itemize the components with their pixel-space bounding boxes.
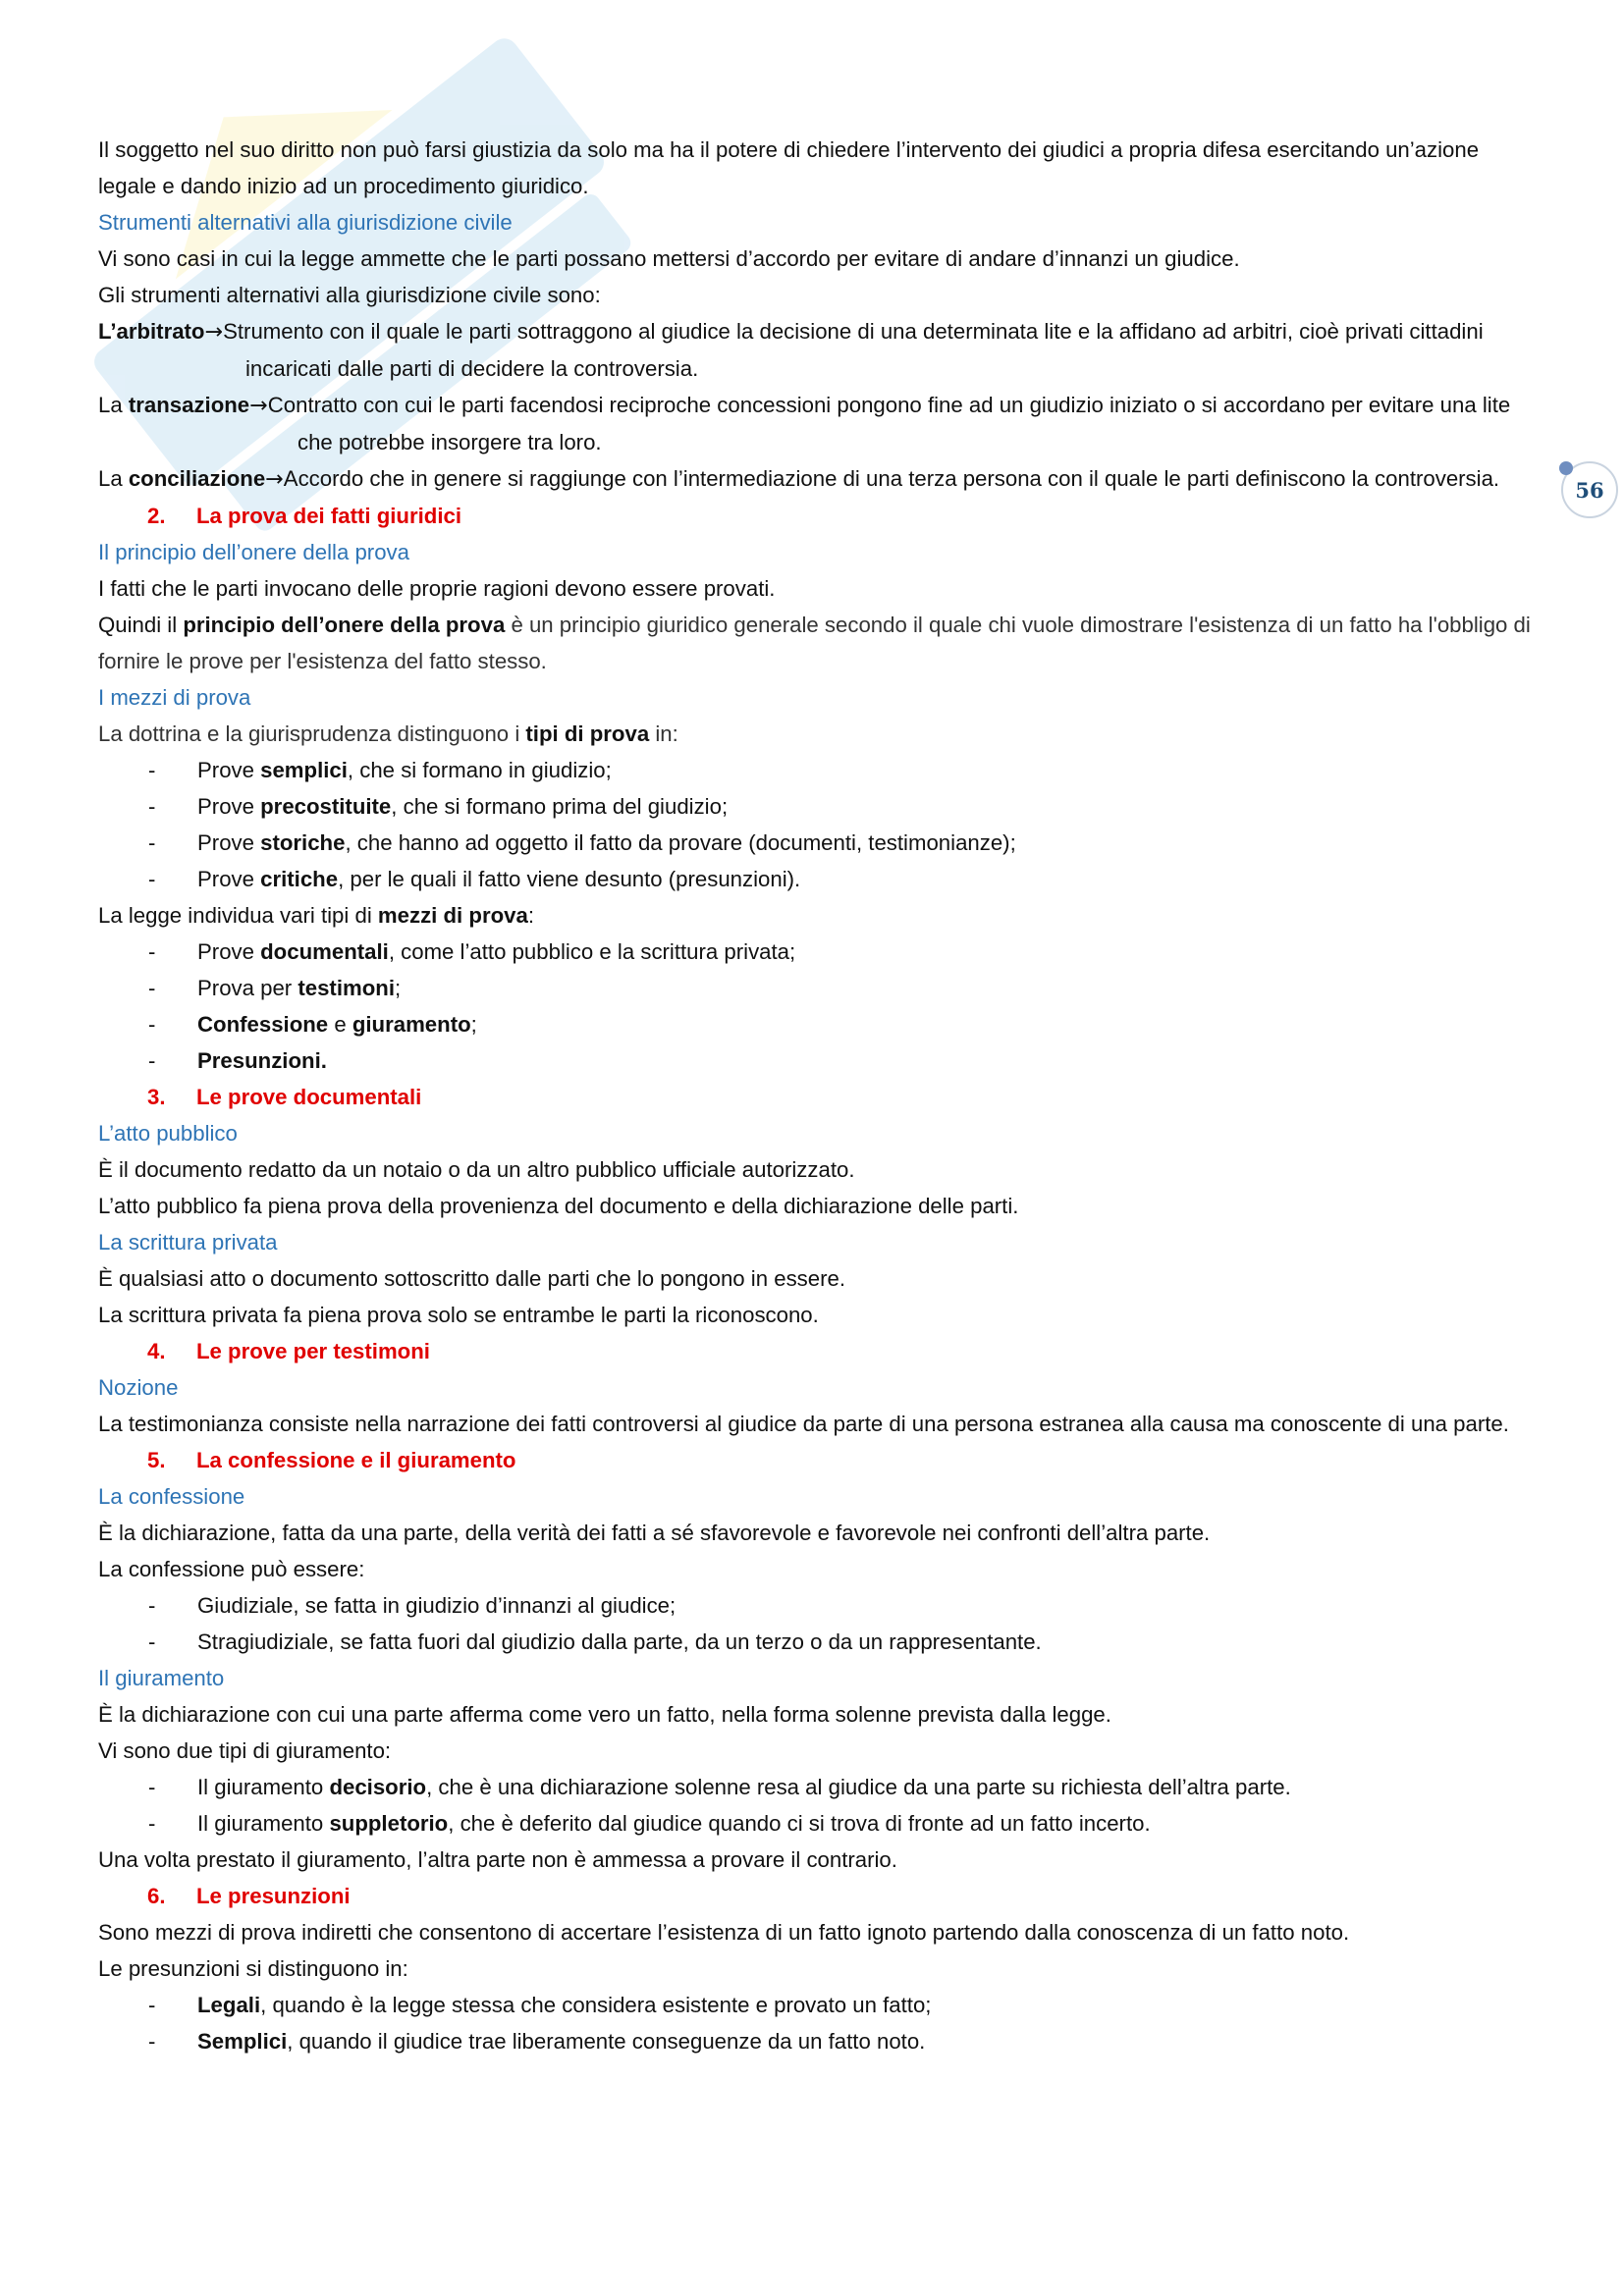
paragraph: È la dichiarazione, fatta da una parte, della verità dei fatti a sé sfavorevole e favorevole nei confronti dell’altra parte. [98, 1521, 1211, 1545]
bold-term: principio dell’onere della prova [183, 613, 506, 637]
text-fragment: La [98, 393, 129, 417]
list-item: - Stragiudiziale, se fatta fuori dal giudizio dalla parte, da un terzo o da un rappresentante. [98, 1624, 1532, 1660]
bold-term: testimoni [298, 976, 395, 1000]
text-fragment: Il giuramento [197, 1775, 330, 1799]
subheading: I mezzi di prova [98, 685, 251, 710]
text-fragment: ; [394, 976, 402, 1000]
bold-term: storiche [260, 830, 346, 855]
text-fragment: in: [649, 721, 678, 746]
section-heading-4 [98, 1333, 1532, 1369]
section-title: Le prove documentali [196, 1085, 422, 1109]
list-item [98, 1042, 1532, 1079]
list-item [98, 752, 1532, 788]
text-fragment: Quindi il [98, 613, 184, 637]
bold-term: critiche [260, 867, 339, 891]
section-heading-2 [98, 498, 1532, 534]
paragraph: La confessione può essere: [98, 1557, 365, 1581]
paragraph: Le presunzioni si distinguono in: [98, 1956, 408, 1981]
subheading: Il principio dell’onere della prova [98, 540, 409, 564]
text-fragment: La legge individua vari tipi di [98, 903, 378, 928]
text-fragment: Prove [197, 758, 261, 782]
text-fragment: : [527, 903, 534, 928]
section-heading-5 [98, 1442, 1532, 1478]
list-item [98, 1006, 1532, 1042]
text-fragment: , che è una dichiarazione solenne resa al giudice da una parte su richiesta dell’altra parte. [426, 1775, 1291, 1799]
bold-term: giuramento [352, 1012, 471, 1037]
section-title: Le presunzioni [196, 1884, 351, 1908]
arrow-icon: → [265, 466, 284, 492]
paragraph: L’atto pubblico fa piena prova della provenienza del documento e della dichiarazione delle parti. [98, 1194, 1019, 1218]
list-item [98, 1805, 1532, 1842]
bold-term: tipi di prova [525, 721, 650, 746]
list-tipi-prova [98, 752, 1532, 897]
text-fragment: La dottrina e la giurisprudenza distinguono i [98, 721, 526, 746]
bold-term: suppletorio [329, 1811, 449, 1836]
bold-term: Legali [197, 1993, 261, 2017]
paragraph: Vi sono due tipi di giuramento: [98, 1738, 392, 1763]
list-item [98, 861, 1532, 897]
arrow-icon: → [249, 393, 268, 418]
paragraph: La testimonianza consiste nella narrazione dei fatti controversi al giudice da parte di una persona estranea alla causa ma conoscente di una parte. [98, 1412, 1509, 1436]
list-item [98, 970, 1532, 1006]
text-fragment: , quando il giudice trae liberamente conseguenze da un fatto noto. [287, 2029, 926, 2054]
section-heading-3 [98, 1079, 1532, 1115]
definition-conciliazione [98, 460, 1532, 498]
list-item [98, 2023, 1532, 2059]
paragraph: Gli strumenti alternativi alla giurisdizione civile sono: [98, 283, 601, 307]
arrow-icon: → [204, 319, 224, 345]
text-fragment: Prova per [197, 976, 298, 1000]
subheading: La confessione [98, 1484, 245, 1509]
section-number: 2. [147, 504, 166, 528]
list-confessione [98, 1587, 1532, 1660]
section-heading-6 [98, 1878, 1532, 1914]
page-number: 56 [1575, 477, 1604, 503]
term-arbitrato: L’arbitrato [98, 319, 205, 344]
bold-term: Confessione [197, 1012, 329, 1037]
list-giuramento [98, 1769, 1532, 1842]
definition-arbitrato [98, 313, 1532, 387]
text-fragment: , come l’atto pubblico e la scrittura privata; [388, 939, 796, 964]
text-fragment: , che si formano in giudizio; [347, 758, 612, 782]
definition-text: Accordo che in genere si raggiunge con l’intermediazione di una terza persona con il quale le parti definiscono la controversia. [283, 466, 1500, 491]
paragraph: È la dichiarazione con cui una parte afferma come vero un fatto, nella forma solenne prevista dalla legge. [98, 1702, 1111, 1727]
paragraph: Vi sono casi in cui la legge ammette che le parti possano mettersi d’accordo per evitare di andare d’innanzi un giudice. [98, 246, 1240, 271]
document-body [98, 132, 1532, 2059]
text-fragment: , che si formano prima del giudizio; [391, 794, 729, 819]
bold-term: mezzi di prova [377, 903, 528, 928]
text-fragment: , che è deferito dal giudice quando ci si trova di fronte ad un fatto incerto. [448, 1811, 1151, 1836]
text-fragment: Prove [197, 830, 261, 855]
section-number: 6. [147, 1884, 166, 1908]
text-fragment: Prove [197, 794, 261, 819]
section-title: La confessione e il giuramento [196, 1448, 516, 1472]
list-presunzioni [98, 1987, 1532, 2059]
term-transazione: transazione [128, 393, 250, 417]
list-item [98, 825, 1532, 861]
intro-paragraph: Il soggetto nel suo diritto non può farsi giustizia da solo ma ha il potere di chiedere l’intervento dei giudici a propria difesa esercitando un’azione legale e dando inizio ad un procedimento giuridico. [98, 137, 1480, 198]
text-fragment: e [328, 1012, 352, 1037]
bold-term: documentali [260, 939, 389, 964]
subheading-strumenti: Strumenti alternativi alla giurisdizione civile [98, 210, 513, 235]
paragraph: È il documento redatto da un notaio o da un altro pubblico ufficiale autorizzato. [98, 1157, 855, 1182]
paragraph: La scrittura privata fa piena prova solo se entrambe le parti la riconoscono. [98, 1303, 819, 1327]
text-fragment: ; [470, 1012, 477, 1037]
text-fragment: è un principio giuridico generale secondo il quale chi vuole dimostrare l'esistenza di un fatto ha l'obbligo di fornire le prove per l'esistenza del fatto stesso. [98, 613, 1531, 673]
bold-term: precostituite [260, 794, 392, 819]
bold-term: Semplici [197, 2029, 288, 2054]
definition-text: Strumento con il quale le parti sottraggono al giudice la decisione di una determinata lite e la affidano ad arbitri, cioè privati cittadini incaricati dalle parti di decidere la controversia. [223, 319, 1484, 381]
definition-text: Contratto con cui le parti facendosi reciproche concessioni pongono fine ad un giudizio iniziato o si accordano per evitare una lite che potrebbe insorgere tra loro. [267, 393, 1511, 454]
bold-term: Presunzioni. [197, 1048, 327, 1073]
text-fragment: La [98, 466, 129, 491]
text-fragment: , quando è la legge stessa che considera esistente e provato un fatto; [260, 1993, 932, 2017]
paragraph: Sono mezzi di prova indiretti che consentono di accertare l’esistenza di un fatto ignoto partendo dalla conoscenza di un fatto noto. [98, 1920, 1350, 1945]
bold-term: decisorio [329, 1775, 427, 1799]
paragraph: È qualsiasi atto o documento sottoscritto dalle parti che lo pongono in essere. [98, 1266, 845, 1291]
page-number-badge [1561, 461, 1618, 518]
text-fragment: Prove [197, 867, 261, 891]
paragraph [98, 897, 1532, 934]
text-fragment: Il giuramento [197, 1811, 330, 1836]
subheading: Nozione [98, 1375, 179, 1400]
section-number: 3. [147, 1085, 166, 1109]
paragraph: I fatti che le parti invocano delle proprie ragioni devono essere provati. [98, 576, 776, 601]
subheading: La scrittura privata [98, 1230, 278, 1255]
paragraph [98, 607, 1532, 679]
list-item: - Giudiziale, se fatta in giudizio d’innanzi al giudice; [98, 1587, 1532, 1624]
paragraph [98, 716, 1532, 752]
definition-transazione [98, 387, 1532, 460]
term-conciliazione: conciliazione [128, 466, 266, 491]
section-title: La prova dei fatti giuridici [196, 504, 461, 528]
section-number: 4. [147, 1339, 166, 1363]
text-fragment: Prove [197, 939, 261, 964]
list-item [98, 1987, 1532, 2023]
list-item [98, 934, 1532, 970]
subheading: Il giuramento [98, 1666, 225, 1690]
list-item [98, 788, 1532, 825]
page-number-dot [1559, 461, 1573, 475]
text-fragment: , per le quali il fatto viene desunto (presunzioni). [338, 867, 801, 891]
text-fragment: , che hanno ad oggetto il fatto da provare (documenti, testimonianze); [345, 830, 1016, 855]
paragraph: Una volta prestato il giuramento, l’altra parte non è ammessa a provare il contrario. [98, 1847, 897, 1872]
list-mezzi-prova [98, 934, 1532, 1079]
section-title: Le prove per testimoni [196, 1339, 430, 1363]
subheading: L’atto pubblico [98, 1121, 238, 1146]
section-number: 5. [147, 1448, 166, 1472]
list-item [98, 1769, 1532, 1805]
bold-term: semplici [260, 758, 348, 782]
